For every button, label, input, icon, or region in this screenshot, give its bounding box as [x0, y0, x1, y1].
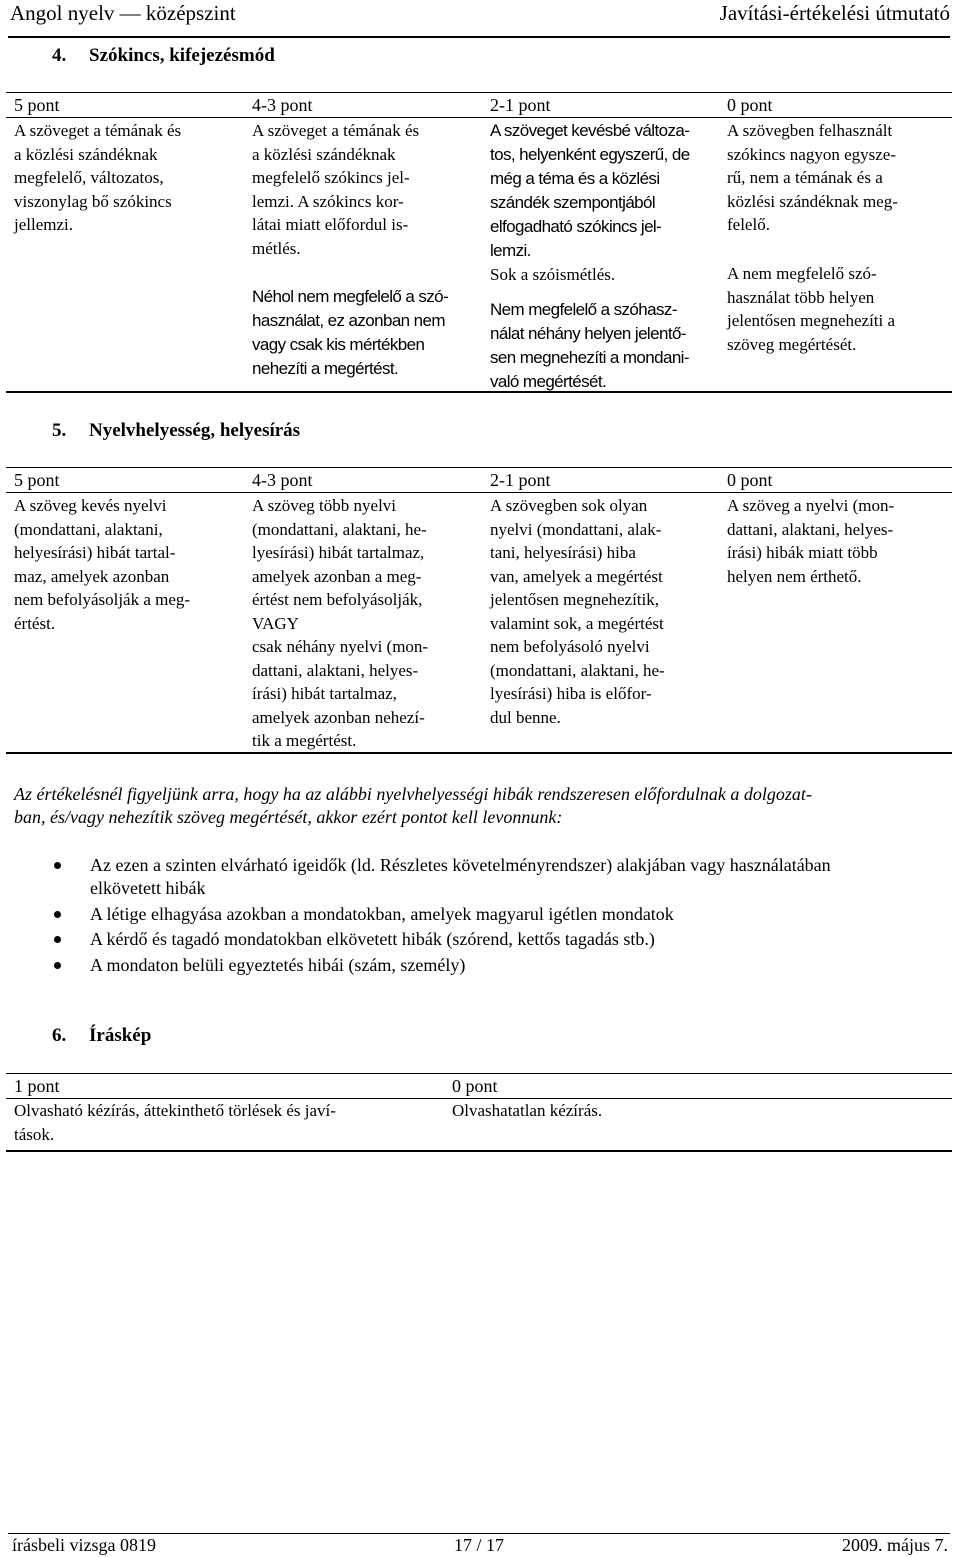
- table-4-cell-2-1pont-c: Nem megfelelő a szóhasz- nálat néhány helyen jelentő- sen megnehezíti a mondani- való megértését.: [490, 300, 689, 391]
- table-6-header-1pont: 1 pont: [14, 1076, 60, 1096]
- section-6-title: Íráskép: [89, 1025, 152, 1046]
- footer-page-number: 17 / 17: [454, 1535, 505, 1555]
- table-6-bottom-rule: [6, 1150, 952, 1152]
- table-5-bottom-rule: [6, 752, 952, 754]
- table-5-cell-2-1pont: A szövegben sok olyan nyelvi (mondattani, alak- tani, helyesírási) hiba van, amelyek a megértést jelentősen megnehezítik, valamint sok, a megértést nem befolyásoló nyelvi (mondattani, alaktani, he- lyesírási) hiba is előfor- dul benne.: [490, 496, 665, 727]
- table-4-header-2-1pont: 2-1 pont: [490, 95, 551, 115]
- header-guide-title: Javítási-értékelési útmutató: [719, 1, 950, 25]
- table-6-top-rule: [6, 1073, 952, 1074]
- table-5-header-4-3pont: 4-3 pont: [252, 470, 313, 490]
- grammar-deduction-note: Az értékelésnél figyeljünk arra, hogy ha az alábbi nyelvhelyességi hibák rendszeresen előfordulnak a dolgozat- ban, és/vagy nehezítik szöveg megértését, akkor ezért pontot kell levonnunk:: [14, 784, 812, 827]
- table-6-cell-1pont: Olvasható kézírás, áttekinthető törlések és javí- tások.: [14, 1101, 336, 1144]
- table-6-cell-0pont: Olvashatatlan kézírás.: [452, 1101, 603, 1120]
- table-4-header-rule: [6, 117, 952, 118]
- table-4-cell-0pont-a: A szövegben felhasznált szókincs nagyon egysze- rű, nem a témának és a közlési szándéknak meg- felelő.: [727, 121, 898, 234]
- table-4-header-0pont: 0 pont: [727, 95, 773, 115]
- section-4-number: 4.: [52, 45, 67, 66]
- bullet-icon: [54, 936, 61, 943]
- list-item-text: Az ezen a szinten elvárható igeidők (ld. Részletes követelményrendszer) alakjában vagy használatában elkövetett hibák: [90, 855, 831, 898]
- header-rule: [8, 36, 950, 38]
- table-4-cell-4-3pont-b: Néhol nem megfelelő a szó- használat, ez azonban nem vagy csak kis mértékben nehezíti a megértést.: [252, 287, 449, 378]
- section-4-title: Szókincs, kifejezésmód: [89, 45, 275, 66]
- table-4-header-5pont: 5 pont: [14, 95, 60, 115]
- table-5-header-rule: [6, 492, 952, 493]
- table-4-bottom-rule: [6, 391, 952, 393]
- table-4-cell-5pont: A szöveget a témának és a közlési szándéknak megfelelő, változatos, viszonylag bő szókincs jellemzi.: [14, 121, 182, 234]
- table-4-cell-2-1pont-a: A szöveget kevésbé változa- tos, helyenként egyszerű, de még a téma és a közlési szándék szempontjából elfogadható szókincs jel- lemzi.: [490, 121, 690, 260]
- list-item: [90, 903, 950, 926]
- table-6-header-0pont: 0 pont: [452, 1076, 498, 1096]
- list-item: [90, 928, 950, 951]
- section-6-number: 6.: [52, 1025, 67, 1046]
- footer-date: 2009. május 7.: [842, 1535, 948, 1555]
- bullet-icon: [54, 911, 61, 918]
- table-4-top-rule: [6, 92, 952, 93]
- bullet-icon: [54, 862, 61, 869]
- bullet-icon: [54, 962, 61, 969]
- section-5-number: 5.: [52, 420, 67, 441]
- list-item: [90, 854, 950, 900]
- list-item: [90, 954, 950, 977]
- table-5-header-2-1pont: 2-1 pont: [490, 470, 551, 490]
- list-item-text: A létige elhagyása azokban a mondatokban, amelyek magyarul igétlen mondatok: [90, 903, 674, 924]
- footer-exam-code: írásbeli vizsga 0819: [12, 1535, 156, 1555]
- table-4-cell-2-1pont-b: Sok a szóismétlés.: [490, 265, 616, 284]
- table-5-cell-4-3pont: A szöveg több nyelvi (mondattani, alaktani, he- lyesírási) hibát tartalmaz, amelyek azonban a meg- értést nem befolyásolják, VAGY csak néhány nyelvi (mon- dattani, alaktani, helyes- írási) hibát tartalmaz, amelyek azonban nehezí- tik a megértést.: [252, 496, 429, 750]
- table-5-top-rule: [6, 467, 952, 468]
- grammar-error-list: [90, 854, 950, 979]
- table-4-cell-0pont-b: A nem megfelelő szó- használat több helyen jelentősen megnehezíti a szöveg megértését.: [727, 264, 896, 354]
- table-5-header-0pont: 0 pont: [727, 470, 773, 490]
- table-4-header-4-3pont: 4-3 pont: [252, 95, 313, 115]
- table-5-header-5pont: 5 pont: [14, 470, 60, 490]
- table-4-cell-4-3pont-a: A szöveget a témának és a közlési szándéknak megfelelő szókincs jel- lemzi. A szókincs kor- látai miatt előfordul is- métlés.: [252, 121, 420, 258]
- list-item-text: A kérdő és tagadó mondatokban elkövetett hibák (szórend, kettős tagadás stb.): [90, 929, 655, 949]
- list-item-text: A mondaton belüli egyeztetés hibái (szám, személy): [90, 954, 466, 975]
- section-5-title: Nyelvhelyesség, helyesírás: [89, 420, 301, 441]
- table-5-cell-0pont: A szöveg a nyelvi (mon- dattani, alaktani, helyes- írási) hibák miatt több helyen nem érthető.: [727, 496, 895, 586]
- header-subject: Angol nyelv — középszint: [10, 1, 236, 25]
- table-5-cell-5pont: A szöveg kevés nyelvi (mondattani, alaktani, helyesírási) hibát tartal- maz, amelyek azonban nem befolyásolják a meg- értést.: [14, 496, 191, 633]
